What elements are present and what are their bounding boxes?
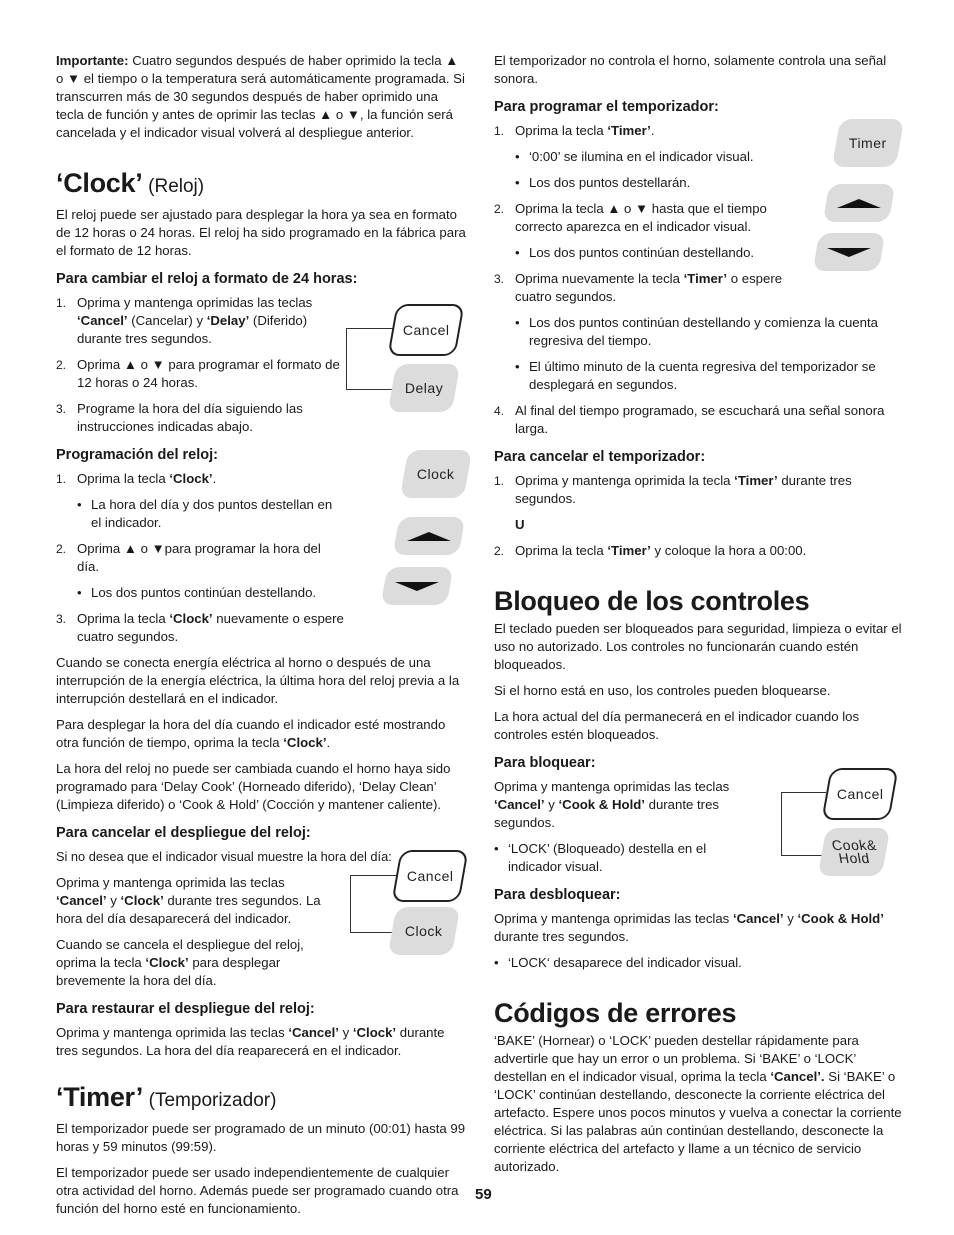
text: Si ‘BAKE’ o ‘LOCK’ continúan destellando, desconecte la corriente eléctrica del artefacto. Espere unos pocos minutos y vuelva a conectar la corriente eléctrica. Si las palabras aún continúan destellando, desconecte la corriente eléctrica del artefacto y llame a un técnico de servicio autorizado. [494,1069,902,1174]
cancel-display-p1 [56,874,331,928]
clock-programming-list [56,470,346,646]
text: Oprima y mantenga oprimidas las teclas [494,911,733,926]
text: y [338,1025,353,1040]
list-item [494,270,794,306]
clock-key-ref: ‘Clock’ [283,735,327,750]
key-group-bracket [346,328,393,390]
clock-heading [56,168,468,202]
timer-cancel-heading: Para cancelar el temporizador: [494,449,706,465]
lock-heading-sub: Para bloquear: [494,755,596,771]
text: . [326,735,331,750]
text: Oprima y mantenga oprimida las teclas [56,875,285,890]
key-label-line: Hold [837,850,871,866]
list-number: 3. [494,272,505,286]
list-number: 2. [56,358,67,372]
important-label: Importante: [56,53,129,68]
lock-time: La hora actual del día permanecerá en el indicador cuando los controles estén bloqueados. [494,709,860,742]
text: Oprima la tecla [77,471,170,486]
timer-program-list [494,122,794,306]
list-bullet [494,148,794,166]
text: durante tres segundos. La hora del día desaparecerá del indicador. [56,893,321,926]
cancel-key-icon [387,304,464,356]
text: Oprima y mantenga oprimidas las teclas [77,295,313,310]
cook-hold-key-icon [818,828,890,876]
key-label: Cancel [402,321,450,338]
list-item [56,540,346,576]
errors-paragraph [494,1032,904,1176]
cancel-key-ref: ‘Cancel’. [770,1069,825,1084]
cancel-display-intro: Si no desea que el indicador visual muestre la hora del día: [56,849,392,864]
text: Oprima y mantenga oprimida la tecla [515,473,735,488]
timer-program-heading: Para programar el temporizador: [494,99,719,115]
text: Oprima la tecla [77,611,170,626]
text: durante tres segundos. La hora del día reaparecerá en el indicador. [56,1025,445,1058]
key-group-bracket [781,792,826,856]
text: El último minuto de la cuenta regresiva del temporizador se desplegará en segundos. [529,359,876,392]
key-label [832,839,877,865]
text: Oprima y mantenga oprimidas las teclas [494,779,730,794]
lock-in-use: Si el horno está en uso, los controles pueden bloquearse. [494,683,831,698]
list-bullet [494,314,904,350]
timer-title: ‘Timer’ [56,1082,142,1112]
list-item [494,472,904,508]
text: Los dos puntos continúan destellando. [91,585,317,600]
down-arrow-key-icon [813,233,886,271]
text: Programe la hora del día siguiendo las instrucciones indicadas abajo. [77,401,303,434]
clock-intro: El reloj puede ser ajustado para desplegar la hora ya sea en formato de 12 horas o 24 horas. El reloj ha sido programado en la fábrica para el formato de 12 horas. [56,207,466,258]
list-item [494,200,794,236]
text: durante tres segundos. [494,797,719,830]
clock-key-ref: ‘Clock’ [169,471,213,486]
text: y [106,893,121,908]
list-bullet [494,174,794,192]
delay-key-ref: ‘Delay’ [206,313,250,328]
timer-key-ref: ‘Timer’ [683,271,728,286]
up-arrow-key-icon [393,517,466,555]
text: Oprima la tecla ▲ o ▼ hasta que el tiempo correcto aparezca en el indicador visual. [515,201,767,234]
text: y [544,797,559,812]
unlock-instructions [494,910,904,946]
text: Para desplegar la hora del día cuando el indicador esté mostrando otra función de tiempo, oprima la tecla [56,717,446,750]
text: Los dos puntos continúan destellando. [529,245,755,260]
timer-note: El temporizador no controla el horno, solamente controla una señal sonora. [494,53,887,86]
cook-hold-key-ref: ‘Cook & Hold’ [797,911,884,926]
list-bullet [494,358,904,394]
list-bullet [494,840,738,876]
timer-key-icon [832,119,904,167]
text: Oprima la tecla [515,543,608,558]
key-label: Clock [405,922,443,939]
up-arrow-icon [407,532,451,541]
format24-heading: Para cambiar el reloj a formato de 24 horas: [56,271,358,287]
lock-heading: Bloqueo de los controles [494,586,810,616]
text: (Diferido) durante tres segundos. [77,313,308,346]
stray-letter: U [515,517,525,532]
left-column [56,52,468,1226]
text: ‘LOCK‘ desaparece del indicador visual. [508,955,742,970]
timer-key-ref: ‘Timer’ [607,123,651,138]
clock-key-ref: ‘Clock’ [145,955,189,970]
text: . [650,123,655,138]
timer-subtitle: (Temporizador) [148,1090,277,1111]
text: Oprima ▲ o ▼para programar la hora del día. [77,541,321,574]
clock-key-ref: ‘Clock’ [120,893,164,908]
list-number: 2. [494,544,505,558]
text: y [783,911,798,926]
text: (Cancelar) y [127,313,207,328]
text: durante tres segundos. [494,929,629,944]
cancel-key-icon [821,768,898,820]
list-number: 1. [56,472,67,486]
text: nuevamente o espere cuatro segundos. [77,611,344,644]
text: o espere cuatro segundos. [515,271,783,304]
list-number: 3. [56,402,67,416]
list-bullet [56,584,346,602]
list-number: 2. [494,202,505,216]
restore-display-heading: Para restaurar el despliegue del reloj: [56,1001,315,1017]
text: . [212,471,217,486]
clock-key-ref: ‘Clock’ [352,1025,397,1040]
key-label: Delay [404,379,444,396]
list-item [494,402,904,438]
list-item [494,542,904,560]
list-number: 4. [494,404,505,418]
list-item [56,356,346,392]
cancel-key-ref: ‘Cancel’ [732,911,784,926]
page-number: 59 [475,1186,492,1203]
text: durante tres segundos. [515,473,852,506]
lock-intro: El teclado pueden ser bloqueados para seguridad, limpieza o evitar el uso no autorizado. Los controles no funcionarán cuando estén bloqueados. [494,621,902,672]
timer-heading [56,1082,468,1116]
text: Cuando se cancela el despliegue del reloj, oprima la tecla [56,937,304,970]
key-group-bracket [350,875,397,933]
display-paragraph [56,716,468,752]
list-bullet [494,954,904,972]
clock-key-icon [388,907,460,955]
text: ‘0:00’ se ilumina en el indicador visual. [529,149,754,164]
restore-display-text [56,1024,468,1060]
cancel-key-ref: ‘Cancel’ [494,797,545,812]
key-label: Cancel [836,785,884,802]
timer-key-ref: ‘Timer’ [607,543,651,558]
clock-key-icon [400,450,472,498]
power-paragraph: Cuando se conecta energía eléctrica al horno o después de una interrupción de la energía eléctrica, la última hora del reloj previa a la interrupción destellará en el indicador. [56,655,460,706]
list-number: 2. [56,542,67,556]
up-arrow-key-icon [823,184,896,222]
clock-subtitle: (Reloj) [148,176,205,197]
down-arrow-icon [395,582,439,591]
list-item [56,610,346,646]
text: Oprima ▲ o ▼ para programar el formato de 12 horas o 24 horas. [77,357,340,390]
clock-programming-heading: Programación del reloj: [56,447,218,463]
text: ‘BAKE’ (Hornear) o ‘LOCK’ pueden destellar rápidamente para advertirle que hay un error o un problema. Si ‘BAKE’ o ‘LOCK’ destellan en el indicador visual, oprima la tecla [494,1033,859,1084]
clock-title: ‘Clock’ [56,168,141,198]
list-number: 1. [494,474,505,488]
timer-range-paragraph: El temporizador puede ser programado de un minuto (00:01) hasta 99 horas y 59 minutos (99:59). [56,1121,466,1154]
lock-instructions [494,778,744,832]
delay-key-icon [388,364,460,412]
text: ‘LOCK’ (Bloqueado) destella en el indicador visual. [508,841,707,874]
important-note [56,52,468,142]
format24-list [56,294,346,436]
up-arrow-icon [837,199,881,208]
cook-hold-key-ref: ‘Cook & Hold’ [558,797,645,812]
text: Oprima la tecla [515,123,608,138]
cancel-key-ref: ‘Cancel’ [77,313,128,328]
list-bullet [494,244,794,262]
text: Oprima nuevamente la tecla [515,271,684,286]
timer-key-ref: ‘Timer’ [734,473,778,488]
list-item [494,122,794,140]
text: Al final del tiempo programado, se escuchará una señal sonora larga. [515,403,885,436]
list-item [56,470,346,488]
text: Oprima y mantenga oprimida las teclas [56,1025,289,1040]
down-arrow-key-icon [381,567,454,605]
key-label: Clock [417,465,455,482]
timer-independent-paragraph: El temporizador puede ser usado independientemente de cualquier otra actividad del horno. Además puede ser programado cuando otra función del horno esté en funcionamiento. [56,1165,459,1216]
list-bullet [56,496,346,532]
list-number: 1. [56,296,67,310]
cancel-display-p2 [56,936,306,990]
restriction-paragraph: La hora del reloj no puede ser cambiada cuando el horno haya sido programado para ‘Delay Cook’ (Horneado diferido), ‘Delay Clean’ (Limpieza diferido) o ‘Cook & Hold’ (Cocción y mantener caliente). [56,761,451,812]
list-number: 3. [56,612,67,626]
list-item [56,400,346,436]
errors-heading: Códigos de errores [494,998,737,1028]
cancel-key-ref: ‘Cancel’ [288,1025,339,1040]
key-label: Timer [849,134,887,151]
text: y coloque la hora a 00:00. [650,543,807,558]
unlock-heading: Para desbloquear: [494,887,621,903]
list-item [56,294,346,348]
text: La hora del día y dos puntos destellan en el indicador. [91,497,333,530]
important-text: Cuatro segundos después de haber oprimido la tecla ▲ o ▼ el tiempo o la temperatura será automáticamente programada. Si transcurren más de 30 segundos después de haber oprimido una tecla de función y antes de oprimir las teclas ▲ o ▼, la función será cancelada y el indicador visual volverá al despliegue anterior. [56,53,465,140]
down-arrow-icon [827,248,871,257]
cancel-display-heading: Para cancelar el despliegue del reloj: [56,825,311,841]
list-number: 1. [494,124,505,138]
cancel-key-ref: ‘Cancel’ [56,893,107,908]
cancel-key-icon [391,850,468,902]
key-label-line: Cook& [830,837,878,853]
clock-key-ref: ‘Clock’ [169,611,213,626]
text: para desplegar brevemente la hora del día. [56,955,281,988]
key-label: Cancel [406,867,454,884]
text: Los dos puntos continúan destellando y comienza la cuenta regresiva del tiempo. [529,315,878,348]
text: Los dos puntos destellarán. [529,175,691,190]
